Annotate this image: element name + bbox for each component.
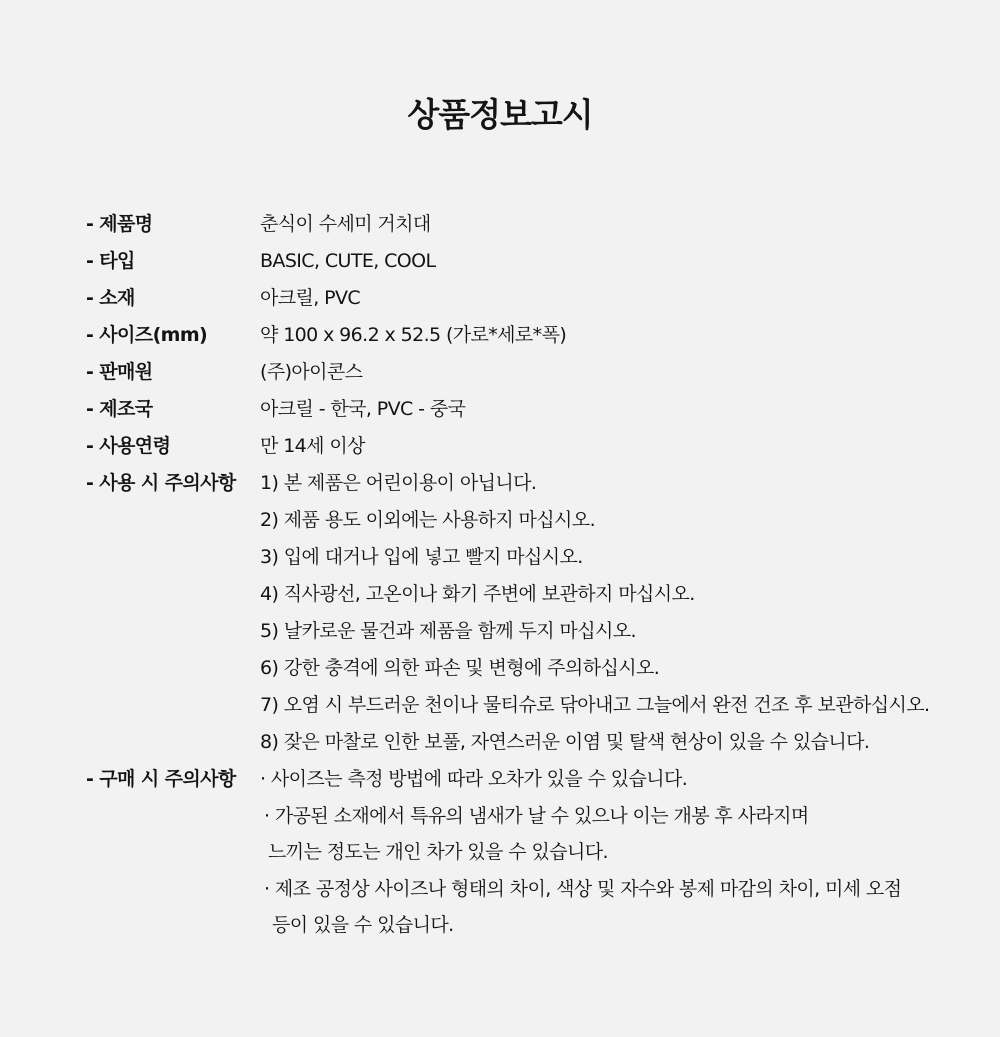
purchase-caution-line: · 제조 공정상 사이즈나 형태의 차이, 색상 및 자수와 봉제 마감의 차이, 미세 오점 xyxy=(264,877,902,900)
row-label: - 타입 xyxy=(86,250,135,272)
row-value: 만 14세 이상 xyxy=(260,435,365,457)
purchase-caution-line: 느끼는 정도는 개인 차가 있을 수 있습니다. xyxy=(268,841,608,863)
info-row-purchase-cautions xyxy=(86,761,946,944)
usage-caution-item: 3) 입에 대거나 입에 넣고 빨지 마십시오. xyxy=(260,546,583,568)
usage-caution-item: 4) 직사광선, 고온이나 화기 주변에 보관하지 마십시오. xyxy=(260,583,695,605)
info-row-product-name xyxy=(86,206,946,243)
info-row-material xyxy=(86,280,946,317)
row-value: 약 100 x 96.2 x 52.5 (가로*세로*폭) xyxy=(260,324,567,346)
purchase-cautions-list xyxy=(260,761,946,944)
row-value: 아크릴 - 한국, PVC - 중국 xyxy=(260,398,466,420)
usage-caution-item: 6) 강한 충격에 의한 파손 및 변형에 주의하십시오. xyxy=(260,657,660,679)
info-row-size xyxy=(86,317,946,354)
purchase-caution-line: · 가공된 소재에서 특유의 냄새가 날 수 있으나 이는 개봉 후 사라지며 xyxy=(264,804,809,827)
usage-caution-item: 7) 오염 시 부드러운 천이나 물티슈로 닦아내고 그늘에서 완전 건조 후 보관하십시오. xyxy=(260,694,930,716)
usage-caution-item: 8) 잦은 마찰로 인한 보풀, 자연스러운 이염 및 탈색 현상이 있을 수 있습니다. xyxy=(260,731,870,753)
info-row-country xyxy=(86,391,946,428)
row-value: (주)아이콘스 xyxy=(260,361,363,383)
product-info-table xyxy=(86,206,946,944)
info-row-age xyxy=(86,428,946,465)
usage-caution-item: 1) 본 제품은 어린이용이 아닙니다. xyxy=(260,472,537,494)
row-label: - 사용연령 xyxy=(86,435,171,457)
row-value: 춘식이 수세미 거치대 xyxy=(260,213,431,235)
page-title: 상품정보고시 xyxy=(407,95,593,134)
row-label: - 소재 xyxy=(86,287,135,309)
purchase-caution-line: 등이 있을 수 있습니다. xyxy=(272,914,454,936)
info-row-seller xyxy=(86,354,946,391)
info-row-usage-cautions xyxy=(86,465,946,761)
info-row-type xyxy=(86,243,946,280)
row-label: - 제품명 xyxy=(86,213,153,235)
usage-caution-item: 5) 날카로운 물건과 제품을 함께 두지 마십시오. xyxy=(260,620,636,642)
usage-cautions-list xyxy=(260,465,946,761)
row-label: - 구매 시 주의사항 xyxy=(86,768,236,790)
row-label: - 제조국 xyxy=(86,398,153,420)
row-value: BASIC, CUTE, COOL xyxy=(260,250,436,272)
usage-caution-item: 2) 제품 용도 이외에는 사용하지 마십시오. xyxy=(260,509,596,531)
row-label: - 사이즈(mm) xyxy=(86,324,208,346)
row-value: 아크릴, PVC xyxy=(260,287,361,309)
row-label: - 사용 시 주의사항 xyxy=(86,472,236,494)
row-label: - 판매원 xyxy=(86,361,153,383)
purchase-caution-line: · 사이즈는 측정 방법에 따라 오차가 있을 수 있습니다. xyxy=(260,768,688,790)
